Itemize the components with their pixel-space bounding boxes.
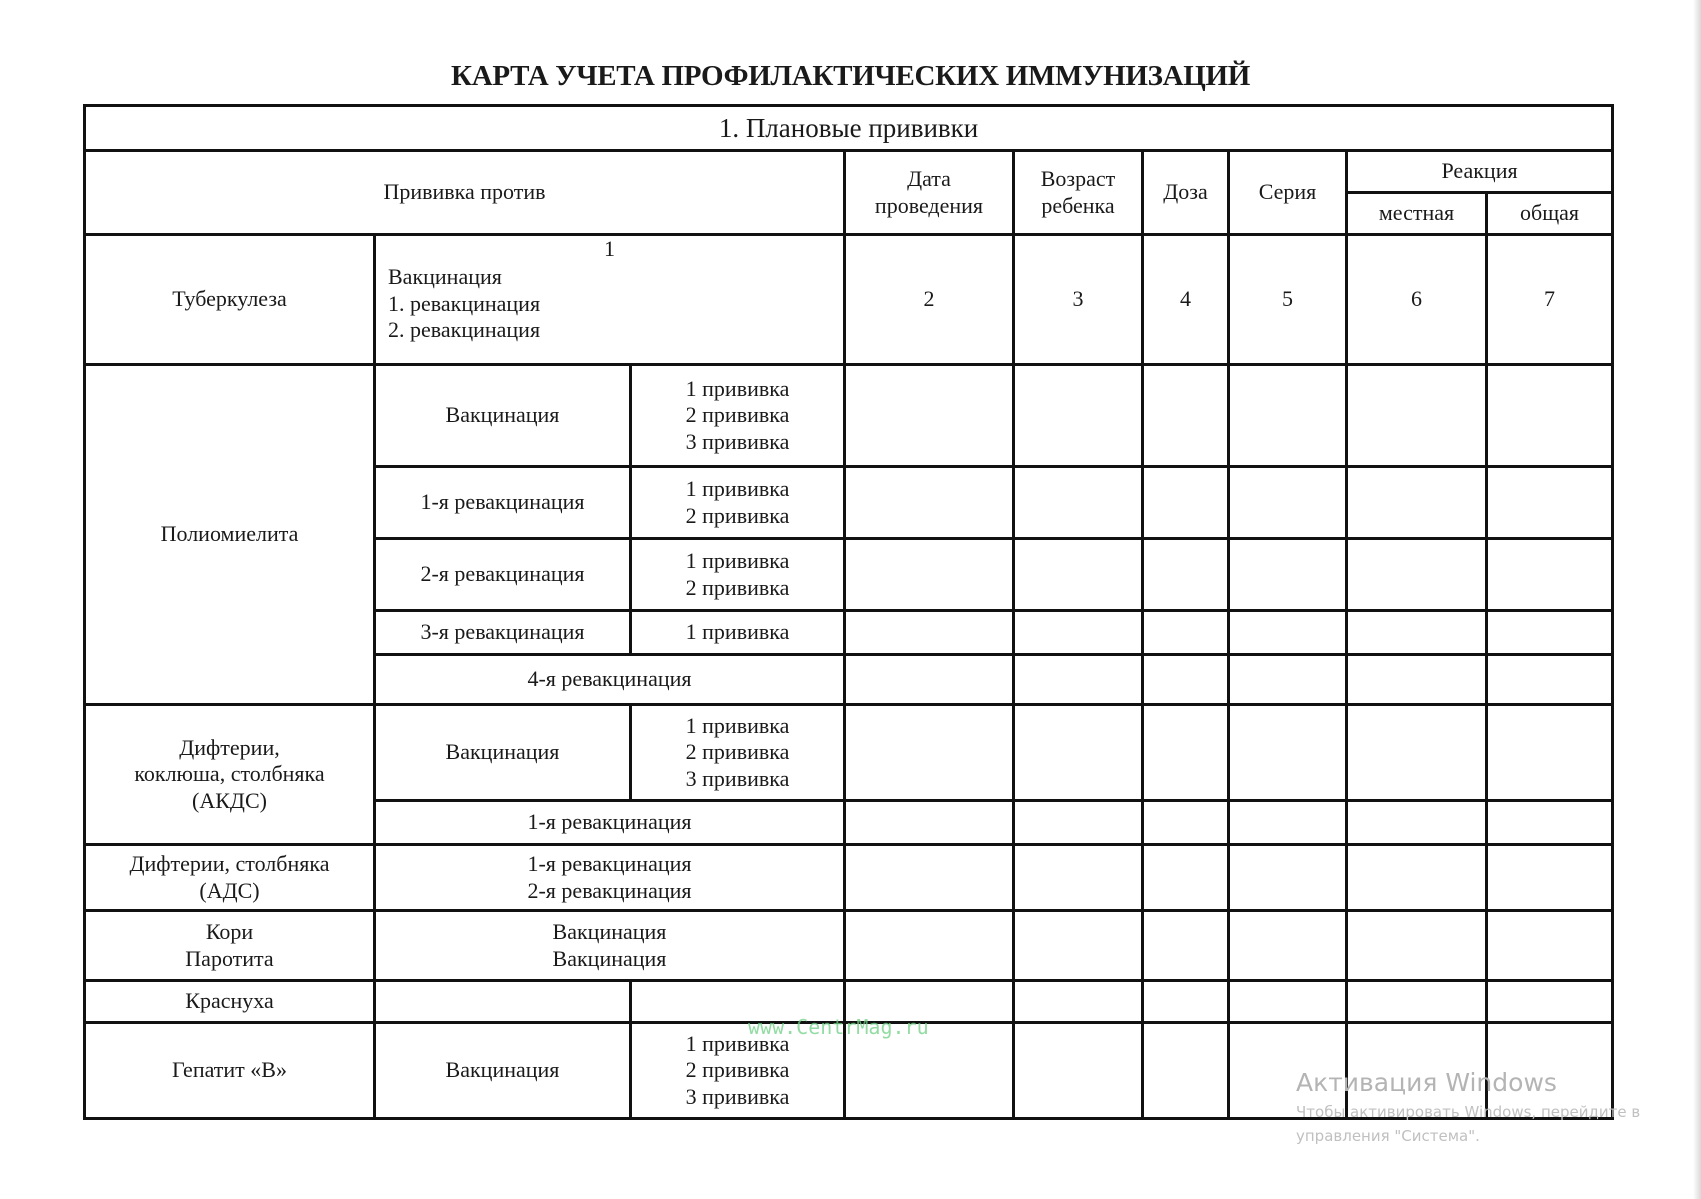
empty-cell (1143, 365, 1229, 467)
disease-dtp: Дифтерии, коклюша, столбняка (АКДС) (85, 705, 375, 845)
empty-cell (1143, 801, 1229, 845)
empty-cell (1143, 911, 1229, 981)
disease-tuberculosis: Туберкулеза (85, 235, 375, 365)
empty-cell (1347, 981, 1487, 1023)
empty-cell (1143, 705, 1229, 801)
empty-cell (1347, 911, 1487, 981)
section-header-row (85, 106, 1613, 151)
empty-cell (1347, 611, 1487, 655)
empty-cell (1143, 981, 1229, 1023)
empty-cell (1229, 981, 1347, 1023)
row-polio-vaccination (85, 365, 1613, 467)
row-dt (85, 845, 1613, 911)
measles-mumps-stages: Вакцинация Вакцинация (375, 911, 845, 981)
dt-stages: 1-я ревакцинация 2-я ревакцинация (375, 845, 845, 911)
disease-hepatitis-b: Гепатит «В» (85, 1023, 375, 1119)
empty-cell (1347, 801, 1487, 845)
column-number-2: 2 (845, 235, 1014, 365)
empty-cell (845, 467, 1014, 539)
empty-cell (1487, 365, 1613, 467)
header-age: Возраст ребенка (1014, 151, 1143, 235)
empty-cell (1014, 801, 1143, 845)
row-tuberculosis (85, 235, 1613, 365)
tuberculosis-stages-cell (375, 235, 845, 365)
column-number-3: 3 (1014, 235, 1143, 365)
dtp-vaccination: Вакцинация (375, 705, 631, 801)
polio-vaccination-doses: 1 прививка 2 прививка 3 прививка (631, 365, 845, 467)
empty-cell (1229, 539, 1347, 611)
empty-cell (1014, 365, 1143, 467)
header-date: Дата проведения (845, 151, 1014, 235)
empty-cell (845, 611, 1014, 655)
empty-cell (1014, 539, 1143, 611)
header-against: Прививка против (85, 151, 845, 235)
header-series: Серия (1229, 151, 1347, 235)
empty-cell (1487, 611, 1613, 655)
empty-cell (1014, 611, 1143, 655)
empty-cell (845, 365, 1014, 467)
empty-cell (1143, 467, 1229, 539)
polio-revac2: 2-я ревакцинация (375, 539, 631, 611)
empty-cell (845, 801, 1014, 845)
empty-cell (375, 981, 631, 1023)
empty-cell (1487, 705, 1613, 801)
dtp-vaccination-doses: 1 прививка 2 прививка 3 прививка (631, 705, 845, 801)
polio-revac4: 4-я ревакцинация (375, 655, 845, 705)
column-number-6: 6 (1347, 235, 1487, 365)
dtp-revac1: 1-я ревакцинация (375, 801, 845, 845)
empty-cell (1014, 655, 1143, 705)
windows-activation-line2: управления "Система". (1296, 1127, 1480, 1145)
empty-cell (1229, 705, 1347, 801)
empty-cell (1347, 539, 1487, 611)
empty-cell (1347, 655, 1487, 705)
site-watermark: www.CentrMag.ru (748, 1015, 929, 1039)
empty-cell (1347, 845, 1487, 911)
empty-cell (1487, 655, 1613, 705)
empty-cell (845, 539, 1014, 611)
empty-cell (1014, 705, 1143, 801)
header-reaction-general: общая (1487, 193, 1613, 235)
disease-dt: Дифтерии, столбняка (АДС) (85, 845, 375, 911)
hepatitis-b-vaccination: Вакцинация (375, 1023, 631, 1119)
empty-cell (1487, 911, 1613, 981)
empty-cell (1143, 539, 1229, 611)
immunization-table (83, 104, 1614, 1120)
header-row-top (85, 151, 1613, 193)
empty-cell (1229, 655, 1347, 705)
polio-revac3: 3-я ревакцинация (375, 611, 631, 655)
column-number-4: 4 (1143, 235, 1229, 365)
page-edge-shadow (1693, 0, 1701, 1199)
header-dose: Доза (1143, 151, 1229, 235)
windows-activation-heading: Активация Windows (1296, 1068, 1557, 1097)
empty-cell (1014, 845, 1143, 911)
column-number-5: 5 (1229, 235, 1347, 365)
empty-cell (1014, 1023, 1143, 1119)
empty-cell (1143, 611, 1229, 655)
polio-revac1-doses: 1 прививка 2 прививка (631, 467, 845, 539)
disease-polio: Полиомиелита (85, 365, 375, 705)
empty-cell (1014, 467, 1143, 539)
disease-rubella: Краснуха (85, 981, 375, 1023)
header-reaction-local: местная (1347, 193, 1487, 235)
empty-cell (1229, 845, 1347, 911)
empty-cell (845, 705, 1014, 801)
empty-cell (1229, 467, 1347, 539)
column-number-7: 7 (1487, 235, 1613, 365)
empty-cell (1487, 467, 1613, 539)
windows-activation-notice (1296, 1068, 1640, 1145)
empty-cell (1347, 365, 1487, 467)
empty-cell (1229, 365, 1347, 467)
header-reaction: Реакция (1347, 151, 1613, 193)
polio-vaccination: Вакцинация (375, 365, 631, 467)
empty-cell (1143, 655, 1229, 705)
empty-cell (1487, 981, 1613, 1023)
empty-cell (1143, 845, 1229, 911)
empty-cell (1014, 911, 1143, 981)
empty-cell (1229, 611, 1347, 655)
empty-cell (1347, 705, 1487, 801)
row-dtp-vaccination (85, 705, 1613, 801)
row-measles-mumps (85, 911, 1613, 981)
empty-cell (1229, 801, 1347, 845)
windows-activation-line1: Чтобы активировать Windows, перейдите в (1296, 1103, 1641, 1121)
empty-cell (1143, 1023, 1229, 1119)
section-title: 1. Плановые прививки (85, 106, 1613, 151)
polio-revac1: 1-я ревакцинация (375, 467, 631, 539)
tuberculosis-stages: Вакцинация 1. ревакцинация 2. ревакцинация (388, 264, 541, 343)
hepatitis-b-vaccination-doses: 1 прививка 2 прививка 3 прививка (631, 1023, 845, 1119)
empty-cell (1487, 801, 1613, 845)
polio-revac2-doses: 1 прививка 2 прививка (631, 539, 845, 611)
column-number-1: 1 (604, 236, 615, 261)
disease-measles-mumps: Кори Паротита (85, 911, 375, 981)
empty-cell (1229, 911, 1347, 981)
empty-cell (1487, 845, 1613, 911)
document-title: КАРТА УЧЕТА ПРОФИЛАКТИЧЕСКИХ ИММУНИЗАЦИЙ (450, 60, 1251, 92)
empty-cell (845, 911, 1014, 981)
empty-cell (845, 845, 1014, 911)
empty-cell (1014, 981, 1143, 1023)
empty-cell (1487, 539, 1613, 611)
empty-cell (1347, 467, 1487, 539)
polio-revac3-doses: 1 прививка (631, 611, 845, 655)
empty-cell (845, 655, 1014, 705)
